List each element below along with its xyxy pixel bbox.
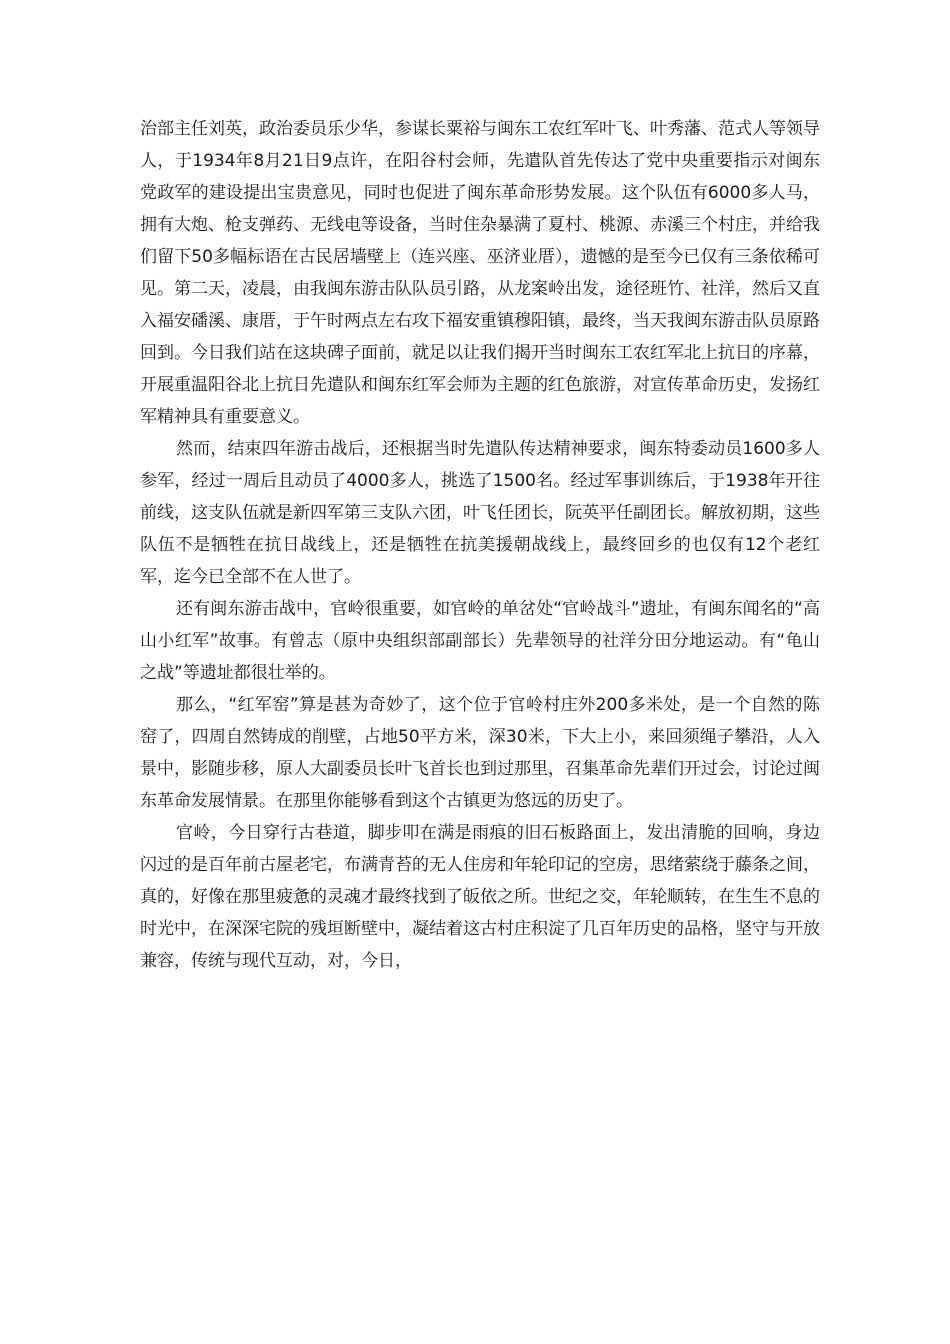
paragraph-2: 然而，结束四年游击战后，还根据当时先遣队传达精神要求，闽东特委动员1600多人参军，经过一周后且动员了4000多人，挑选了1500名。经过军事训练后，于1938年开往前线，这支队伍就是新四军第三支队六团，叶飞任团长，阮英平任副团长。解放初期，这些队伍不是牺牲在抗日战线上，还是牺牲在抗美援朝战线上，最终回乡的也仅有12个老红军，迄今已全部不在人世了。 — [140, 439, 820, 587]
paragraph-1: 治部主任刘英，政治委员乐少华，参谋长粟裕与闽东工农红军叶飞、叶秀藩、范式人等领导人，于1934年8月21日9点许，在阳谷村会师，先遣队首先传达了党中央重要指示对闽东党政军的建设提出宝贵意见，同时也促进了闽东革命形势发展。这个队伍有6000多人马，拥有大炮、枪支弹药、无线电等设备，当时住杂暴满了夏村、桃源、赤溪三个村庄，并给我们留下50多幅标语在古民居墙壁上（连兴座、巫济业厝），遗憾的是至今已仅有三条依稀可见。第二天，凌晨，由我闽东游击队队员引路，从龙案岭出发，途径班竹、社洋，然后又直入福安磻溪、康厝，于午时两点左右攻下福安重镇穆阳镇，最终，当天我闽东游击队员原路回到。今日我们站在这块碑子面前，就足以让我们揭开当时闽东工农红军北上抗日的序幕，开展重温阳谷北上抗日先遣队和闽东红军会师为主题的红色旅游，对宣传革命历史，发扬红军精神具有重要意义。 — [140, 119, 820, 427]
paragraph-5: 官岭，今日穿行古巷道，脚步叩在满是雨痕的旧石板路面上，发出清脆的回响，身边闪过的是百年前古屋老宅，布满青苔的无人住房和年轮印记的空房，思绪萦绕于藤条之间，真的，好像在那里疲惫的灵魂才最终找到了皈依之所。世纪之交，年轮顺转，在生生不息的时光中，在深深宅院的残垣断壁中，凝结着这古村庄积淀了几百年历史的品格，坚守与开放兼容，传统与现代互动，对，今日， — [140, 823, 820, 971]
document-body — [140, 113, 820, 977]
paragraph-3: 还有闽东游击战中，官岭很重要，如官岭的单岔处“官岭战斗”遗址，有闽东闻名的“高山小红军”故事。有曾志（原中央组织部副部长）先辈领导的社洋分田分地运动。有“龟山之战”等遗址都很壮举的。 — [140, 599, 820, 683]
paragraph-4: 那么，“红军窑”算是甚为奇妙了，这个位于官岭村庄外200多米处，是一个自然的陈窑了，四周自然铸成的削壁，占地50平方米，深30米，下大上小，来回须绳子攀沿，人入景中，影随步移，原人大副委员长叶飞首长也到过那里，召集革命先辈们开过会，讨论过闽东革命发展情景。在那里你能够看到这个古镇更为悠远的历史了。 — [140, 695, 820, 811]
